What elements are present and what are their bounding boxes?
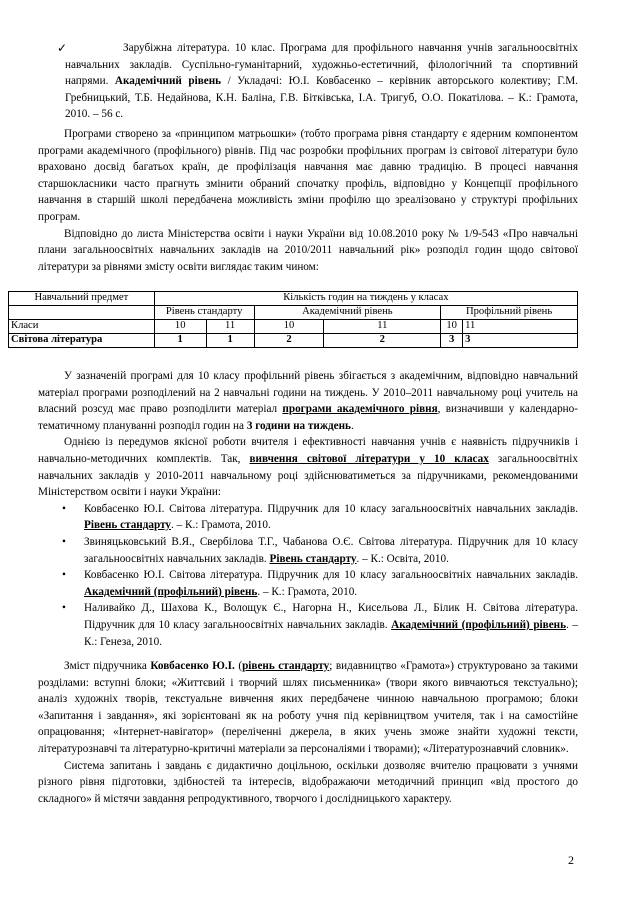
- bullet-icon: •: [62, 502, 66, 515]
- textbook-content-section: [38, 658, 578, 807]
- header-academic-level: Академічний рівень: [254, 306, 441, 320]
- bullet-icon: •: [62, 535, 66, 548]
- paragraph-textbook-structure: Зміст підручника Ковбасенко Ю.І. (рівень стандарту; видавництво «Грамота») структуровано за такими розділами: вступні блоки; «Життєвий і творчий шлях письменника» (твори якого вивчаються текстуально); аналіз художніх творів, текстуальне вивчення яких передбачене чинною навчальною програмою; блоки «Запитання і завдання», які зорієнтовані як на роботу учня під керівництвом учителя, так і на самостійне опрацювання; «Інтернет-навігатор» (переліченні джерела, в яких учень зможе знайти художні тексти, літературознавчі та літературно-критичні матеріали за персоналіями і творами); «Літературознавчий словник».: [38, 660, 578, 755]
- paragraph-question-system: Система запитань і завдань є дидактично доцільною, оскільки дозволяє вчителю працювати з учнями різного рівня підготовки, здібностей та інтересів, відображаючи методичний принцип «від простого до складного» й містячи завдання репродуктивного, творчого і дослідницького характеру.: [38, 759, 578, 805]
- table-cell: 2: [324, 334, 441, 348]
- table-row: [9, 320, 578, 334]
- list-item: • Звиняцьковський В.Я., Свербілова Т.Г., Чабанова О.Є. Світова література. Підручник для 10 класу загальноосвітніх навчальних закладів. Рівень стандарту. – К.: Освіта, 2010.: [62, 535, 578, 565]
- list-item: • Ковбасенко Ю.І. Світова література. Підручник для 10 класу загальноосвітніх навчальних закладів. Рівень стандарту. – К.: Грамота, 2010.: [62, 502, 578, 532]
- table-row: [9, 334, 578, 348]
- table-cell: 10: [441, 320, 463, 334]
- table-cell: 2: [254, 334, 324, 348]
- header-standard-level: Рівень стандарту: [154, 306, 254, 320]
- paragraph-matryoshka: Програми створено за «принципом матрьошки» (тобто програма рівня стандарту є ядерним компонентом програми академічного (профільного) рівнів. Під час розробки профільних програм із світової літератури було враховано досвід багатьох країн, де профілізація навчання має давню традицію. В процесі навчання старшокласники часто прагнуть змінити обраний спочатку профіль, відповідно у Концепції профільного навчання в старшій школі передбачена можливість зміни профілю що зреалізовано у структурі профільних програм.: [38, 128, 578, 223]
- intro-section: [38, 126, 578, 275]
- table-cell: 11: [324, 320, 441, 334]
- table-cell: 3: [463, 334, 578, 348]
- paragraph-textbooks-intro: Однією із передумов якісної роботи вчителя і ефективності навчання учнів є наявність підручників і навчально-методичних комплектів. Так, вивчення світової літератури у 10 класах загальноосвітніх навчальних закладів у 2010-2011 навчальному році здійснюватиметься за підручниками, рекомендованими Міністерством освіти і науки України:: [38, 436, 578, 499]
- level-label: Академічний рівень: [114, 75, 222, 88]
- bullet-icon: •: [62, 569, 66, 582]
- textbooks-section: [38, 368, 578, 650]
- table-cell: 1: [154, 334, 206, 348]
- table-cell: 10: [154, 320, 206, 334]
- bibliography-entry: [57, 40, 578, 123]
- header-subject: Навчальний предмет: [9, 292, 155, 306]
- page-number: 2: [568, 853, 574, 867]
- table-cell: 11: [206, 320, 254, 334]
- row-label: Світова література: [9, 334, 155, 348]
- list-item: • Ковбасенко Ю.І. Світова література. Підручник для 10 класу загальноосвітніх навчальних закладів. Академічний (профільний) рівень. – К.: Грамота, 2010.: [62, 569, 578, 598]
- row-label: Класи: [9, 320, 155, 334]
- bullet-icon: •: [62, 602, 66, 615]
- header-hours: Кількість годин на тиждень у класах: [154, 292, 577, 306]
- table-cell: 1: [206, 334, 254, 348]
- table-cell: 3: [441, 334, 463, 348]
- table-cell: 10: [254, 320, 324, 334]
- checkmark-icon: ✓: [57, 41, 68, 55]
- table-cell: 11: [463, 320, 578, 334]
- bibliography-text: Зарубіжна література. 10 клас. Програма для профільного навчання учнів загальноосвітніх навчальних закладів. Суспільно-гуманітарний, художньо-естетичний, філологічний та спортивний напрями. Академічний рівень / Укладачі: Ю.І. Ковбасенко – керівник авторського колективу; Г.М. Гребницький, Т.Б. Недайнова, К.Н. Баліна, Г.В. Бітківська, І.А. Тригуб, О.О. Покатілова. – К.: Грамота, 2010. – 56 с.: [65, 42, 578, 121]
- header-empty: [9, 306, 155, 320]
- header-profile-level: Профільний рівень: [441, 306, 578, 320]
- textbook-list: [38, 501, 578, 650]
- list-item: • Наливайко Д., Шахова К., Волощук Є., Нагорна Н., Кисельова Л., Білик Н. Світова література. Підручник для 10 класу загальноосвітніх навчальних закладів. Академічний (профільний) рівень. – К.: Генеза, 2010.: [62, 602, 578, 648]
- paragraph-hours-distribution: У зазначеній програмі для 10 класу профільний рівень збігається з академічним, відповідно навчальний матеріал програми розподілений на 2 навчальні години на тиждень. У 2010–2011 навчальному році учитель на власний розсуд має право розподілити матеріал програми академічного рівня, визначивши у календарно-тематичному плануванні розподіл годин на 3 години на тиждень.: [38, 370, 578, 432]
- hours-table: [8, 291, 578, 348]
- paragraph-ministry-letter: Відповідно до листа Міністерства освіти і науки України від 10.08.2010 року № 1/9-543 «Про навчальні плани загальноосвітніх навчальних закладів на 2010/2011 навчальний рік» розподіл годин щодо світової літератури за рівнями змісту освіти виглядає таким чином:: [38, 227, 578, 273]
